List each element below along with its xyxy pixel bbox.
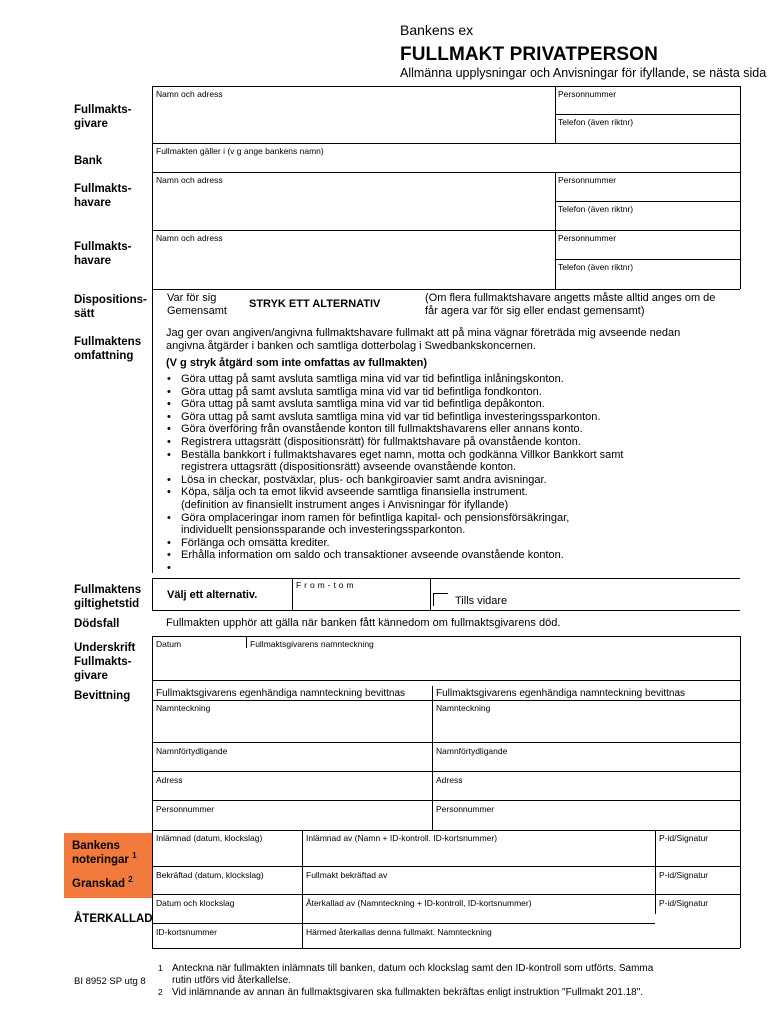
frame-right-line — [740, 86, 741, 289]
valj-alternativ-select[interactable]: Välj ett alternativ. — [167, 589, 258, 601]
list-item[interactable]: • Göra omplaceringar inom ramen för befintliga kapital- och pensionsförsäkringar, individuellt pensionssparande och investeringssparkonton. — [166, 512, 621, 537]
field-label-namnteckning: Namnteckning — [436, 703, 491, 713]
field-label-telefon: Telefon (även riktnr) — [558, 204, 634, 214]
section-bankens-noteringar — [64, 833, 152, 874]
divider — [152, 700, 740, 701]
field-label-telefon: Telefon (även riktnr) — [558, 117, 634, 127]
option-gemensamt[interactable]: Gemensamt — [167, 305, 227, 317]
field-label-namnfortydligande: Namnförtydligande — [436, 746, 508, 756]
omfattning-heading: (V g stryk åtgärd som inte omfattas av fullmakten) — [166, 357, 428, 369]
field-label-personnummer: Personnummer — [558, 89, 617, 99]
divider — [152, 830, 740, 831]
bank-copy-label: Bankens ex — [400, 22, 474, 38]
field-label-pid: P-id/Signatur — [659, 833, 709, 843]
section-giltighetstid: Fullmaktens giltighetstid — [74, 584, 142, 610]
granskad-label: Granskad — [72, 878, 126, 890]
from-tom-label: F r o m - t o m — [296, 580, 354, 590]
divider — [432, 686, 433, 830]
divider — [152, 680, 740, 681]
list-item-empty[interactable] — [166, 562, 746, 574]
fullmaktshavare-1-name-input[interactable] — [156, 186, 551, 226]
field-label-bekraftad-av: Fullmakt bekräftad av — [306, 870, 388, 880]
divider — [292, 578, 293, 610]
divider — [152, 866, 740, 867]
field-label-adress: Adress — [156, 775, 183, 785]
list-item[interactable]: • Erhålla information om saldo och transaktioner avseende ovanstående konton. — [166, 549, 746, 562]
fullmaktsgivare-name-input[interactable] — [156, 100, 551, 140]
field-label-bekraftad: Bekräftad (datum, klockslag) — [156, 870, 264, 880]
field-label-personnummer: Personnummer — [436, 804, 495, 814]
disposition-note: (Om flera fullmaktshavare angetts måste alltid anges om de får agera var för sig eller endast gemensamt) — [425, 292, 716, 317]
option-var-for-sig[interactable]: Var för sig — [167, 292, 217, 304]
section-bank: Bank — [74, 155, 103, 167]
section-omfattning: Fullmaktens omfattning — [74, 336, 142, 362]
divider — [152, 636, 153, 680]
divider — [740, 636, 741, 680]
field-label-harmed: Härmed återkallas denna fullmakt. Namnteckning — [306, 927, 492, 937]
field-label-personnummer: Personnummer — [558, 175, 617, 185]
field-label-personnummer: Personnummer — [558, 233, 617, 243]
list-item[interactable]: • Beställa bankkort i fullmaktshavares eget namn, motta och godkänna Villkor Bankkort samt registrera uttagsrätt (dispositionsrätt) avseende ovanstående konton. — [166, 449, 661, 474]
list-item[interactable]: • Köpa, sälja och ta emot likvid avseende samtliga finansiella instrument. (definition av finansiellt instrument anges i Anvisningar för ifyllande) — [166, 486, 571, 511]
footnote-ref-1: 1 — [132, 851, 137, 860]
fullmaktshavare-2-name-input[interactable] — [156, 244, 551, 284]
field-label-pid: P-id/Signatur — [659, 870, 709, 880]
bevittning-col2-heading: Fullmaktsgivarens egenhändiga namnteckning bevittnas — [436, 688, 686, 699]
field-label-namnfortydligande: Namnförtydligande — [156, 746, 228, 756]
bevittning-col1-heading: Fullmaktsgivarens egenhändiga namnteckning bevittnas — [156, 688, 406, 699]
form-id: BI 8952 SP utg 8 — [74, 976, 146, 987]
field-label-pid: P-id/Signatur — [659, 898, 709, 908]
divider — [152, 742, 740, 743]
field-label-name-address: Namn och adress — [156, 89, 223, 99]
field-label-datum: Datum — [156, 639, 182, 649]
divider — [152, 172, 740, 173]
list-item[interactable]: • Lösa in checkar, postväxlar, plus- och bankgiroavier samt andra avisningar. — [166, 474, 746, 487]
divider — [740, 830, 741, 948]
section-dispositionssatt: Dispositions- sätt — [74, 294, 147, 320]
omfattning-list — [166, 373, 746, 574]
field-label-datum-klockslag: Datum och klockslag — [156, 898, 235, 908]
divider — [152, 636, 740, 637]
field-label-namnteckning: Namnteckning — [156, 703, 211, 713]
tills-vidare-checkbox[interactable] — [433, 593, 448, 606]
divider — [152, 948, 740, 949]
divider — [152, 923, 655, 924]
footnote-1-number: 1 — [158, 963, 163, 973]
section-bevittning: Bevittning — [74, 690, 131, 702]
frame-top-line — [152, 86, 740, 87]
footnote-2: Vid inlämnande av annan än fullmaktsgivaren ska fullmakten bekräftas enligt instruktion "Fullmakt 201.18". — [172, 987, 644, 998]
field-label-name-address: Namn och adress — [156, 233, 223, 243]
list-item[interactable]: • Förlänga och omsätta krediter. — [166, 537, 746, 550]
field-label-inlamnad: Inlämnad (datum, klockslag) — [156, 833, 263, 843]
section-dodsfall: Dödsfall — [74, 618, 120, 630]
section-fullmaktshavare-1: Fullmakts- havare — [74, 183, 132, 209]
divider — [740, 680, 741, 830]
field-label-id-kortsnummer: ID-kortsnummer — [156, 927, 217, 937]
divider — [302, 830, 303, 948]
list-item[interactable]: • Göra uttag på samt avsluta samtliga mina vid var tid befintliga inlåningskonton. — [166, 373, 746, 386]
from-tom-input[interactable] — [296, 592, 426, 606]
fullmaktsgivare-personnummer-input[interactable] — [558, 100, 738, 112]
underskrift-datum-input[interactable] — [156, 650, 244, 676]
field-label-namnteckning: Fullmaktsgivarens namnteckning — [250, 639, 374, 649]
page-subtitle: Allmänna upplysningar och Anvisningar för ifyllande, se nästa sida — [400, 66, 767, 80]
bank-name-input[interactable] — [156, 157, 736, 169]
divider — [152, 230, 740, 231]
divider — [555, 114, 740, 115]
divider — [152, 894, 740, 895]
omfattning-intro: Jag ger ovan angiven/angivna fullmaktshavare fullmakt att på mina vägnar företräda mig avseende nedan angivna åtgärder i banken och samtliga dotterbolag i Swedbankskoncernen. — [166, 327, 681, 352]
field-label-telefon: Telefon (även riktnr) — [558, 262, 634, 272]
field-label-name-address: Namn och adress — [156, 175, 223, 185]
list-item[interactable]: • Registrera uttagsrätt (dispositionsrätt) för fullmaktshavare på ovanstående konton. — [166, 436, 746, 449]
field-label-adress: Adress — [436, 775, 463, 785]
field-label-inlamnad-av: Inlämnad av (Namn + ID-kontroll. ID-kortsnummer) — [306, 833, 498, 843]
fullmaktsgivare-telefon-input[interactable] — [558, 128, 738, 140]
field-label-personnummer: Personnummer — [156, 804, 215, 814]
section-granskad — [64, 871, 152, 898]
frame-left-line — [152, 86, 153, 573]
list-item[interactable]: • Göra uttag på samt avsluta samtliga mina vid var tid befintliga investeringssparkonton. — [166, 411, 746, 424]
divider — [152, 800, 740, 801]
divider — [555, 201, 740, 202]
divider — [152, 610, 740, 611]
divider — [152, 578, 740, 579]
footnote-1: Anteckna när fullmakten inlämnats till banken, datum och klockslag samt den ID-kontroll som utförts. Samma rutin utförs vid återkallelse. — [172, 963, 654, 986]
field-label-aterkallad-av: Återkallad av (Namnteckning + ID-kontroll, ID-kortsnummer) — [306, 898, 532, 908]
bankens-noteringar-label: Bankens noteringar — [72, 840, 129, 866]
divider — [152, 578, 153, 610]
footnote-2-number: 2 — [158, 987, 163, 997]
section-underskrift: Underskrift Fullmakts- givare — [74, 642, 136, 682]
tills-vidare-label: Tills vidare — [455, 595, 508, 607]
divider — [152, 680, 153, 830]
divider — [152, 771, 740, 772]
underskrift-signature-input[interactable] — [250, 650, 736, 676]
divider — [246, 636, 247, 648]
list-item[interactable]: • Göra överföring från ovanstående konton till fullmaktshavarens eller annans konto. — [166, 423, 746, 436]
divider — [430, 578, 431, 610]
list-item[interactable]: • Göra uttag på samt avsluta samtliga mina vid var tid befintliga depåkonton. — [166, 398, 746, 411]
divider — [152, 830, 153, 948]
divider — [555, 259, 740, 260]
page-title: FULLMAKT PRIVATPERSON — [400, 44, 658, 65]
section-fullmaktsgivare: Fullmakts- givare — [74, 104, 132, 130]
dodsfall-text: Fullmakten upphör att gälla när banken fått kännedom om fullmaktsgivarens död. — [166, 617, 561, 629]
section-fullmaktshavare-2: Fullmakts- havare — [74, 241, 132, 267]
divider — [152, 143, 740, 144]
field-label-bank: Fullmakten gäller i (v g ange bankens namn) — [156, 146, 324, 156]
divider — [152, 289, 740, 290]
footnote-ref-2: 2 — [128, 875, 133, 884]
divider — [655, 830, 656, 914]
list-item[interactable]: • Göra uttag på samt avsluta samtliga mina vid var tid befintliga fondkonton. — [166, 386, 746, 399]
stryk-instruction: STRYK ETT ALTERNATIV — [249, 298, 381, 310]
section-aterkallad: ÅTERKALLAD — [74, 913, 153, 925]
